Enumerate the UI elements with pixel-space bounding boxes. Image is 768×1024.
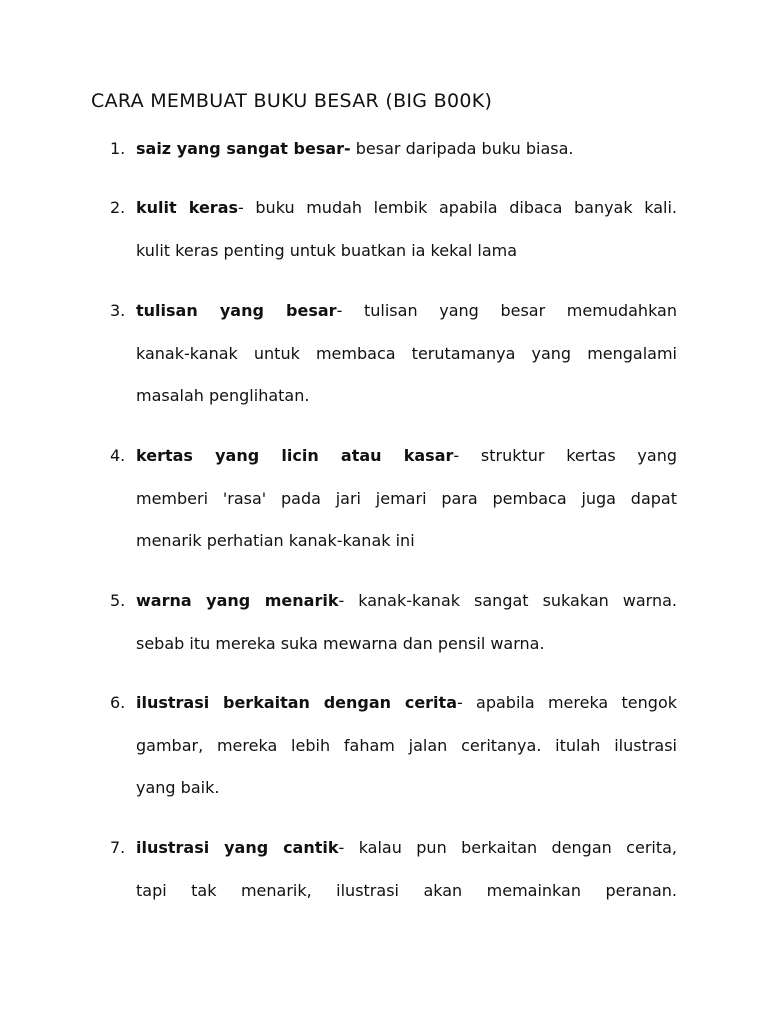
- item-number: 2.: [110, 198, 126, 217]
- item-text: memberi 'rasa' pada jari jemari para pembaca juga dapat: [136, 489, 677, 508]
- item-text: - kanak-kanak sangat sukakan warna.: [338, 591, 677, 610]
- item-text: - struktur kertas yang: [453, 446, 678, 465]
- item-line: [136, 240, 677, 262]
- item-line: [136, 197, 677, 219]
- item-line: [136, 837, 677, 859]
- item-heading: kulit keras: [136, 198, 239, 217]
- item-line: [136, 445, 677, 467]
- item-text: gambar, mereka lebih faham jalan ceritanya. itulah ilustrasi: [136, 736, 677, 755]
- item-heading: warna yang menarik: [136, 591, 339, 610]
- item-number: 3.: [110, 301, 126, 320]
- item-text: sebab itu mereka suka mewarna dan pensil warna.: [136, 634, 545, 653]
- item-line: [136, 530, 677, 552]
- page-title: CARA MEMBUAT BUKU BESAR (BIG B00K): [91, 90, 493, 112]
- item-line: [136, 343, 677, 365]
- item-text: - buku mudah lembik apabila dibaca banyak kali.: [238, 198, 677, 217]
- item-heading: kertas yang licin atau kasar: [136, 446, 454, 465]
- item-text: besar daripada buku biasa.: [350, 139, 574, 158]
- item-text: - tulisan yang besar memudahkan: [336, 301, 677, 320]
- item-text: tapi tak menarik, ilustrasi akan memainkan peranan.: [136, 881, 677, 900]
- item-heading: ilustrasi yang cantik: [136, 838, 339, 857]
- item-number: 4.: [110, 446, 126, 465]
- item-text: kulit keras penting untuk buatkan ia kekal lama: [136, 241, 518, 260]
- item-text: kanak-kanak untuk membaca terutamanya yang mengalami: [136, 344, 677, 363]
- item-line: [136, 590, 677, 612]
- item-line: [136, 138, 677, 160]
- item-number: 6.: [110, 693, 126, 712]
- item-line: [136, 692, 677, 714]
- item-text: - kalau pun berkaitan dengan cerita,: [338, 838, 677, 857]
- item-line: [136, 880, 677, 902]
- item-text: masalah penglihatan.: [136, 386, 310, 405]
- item-number: 1.: [110, 139, 126, 158]
- item-line: [136, 633, 677, 655]
- item-text: - apabila mereka tengok: [456, 693, 677, 712]
- item-heading: tulisan yang besar: [136, 301, 337, 320]
- item-heading: saiz yang sangat besar-: [136, 139, 351, 158]
- item-line: [136, 735, 677, 757]
- item-number: 7.: [110, 838, 126, 857]
- item-number: 5.: [110, 591, 126, 610]
- item-line: [136, 488, 677, 510]
- item-line: [136, 385, 677, 407]
- item-heading: ilustrasi berkaitan dengan cerita: [136, 693, 457, 712]
- item-text: yang baik.: [136, 778, 220, 797]
- item-text: menarik perhatian kanak-kanak ini: [136, 531, 415, 550]
- item-line: [136, 777, 677, 799]
- item-line: [136, 300, 677, 322]
